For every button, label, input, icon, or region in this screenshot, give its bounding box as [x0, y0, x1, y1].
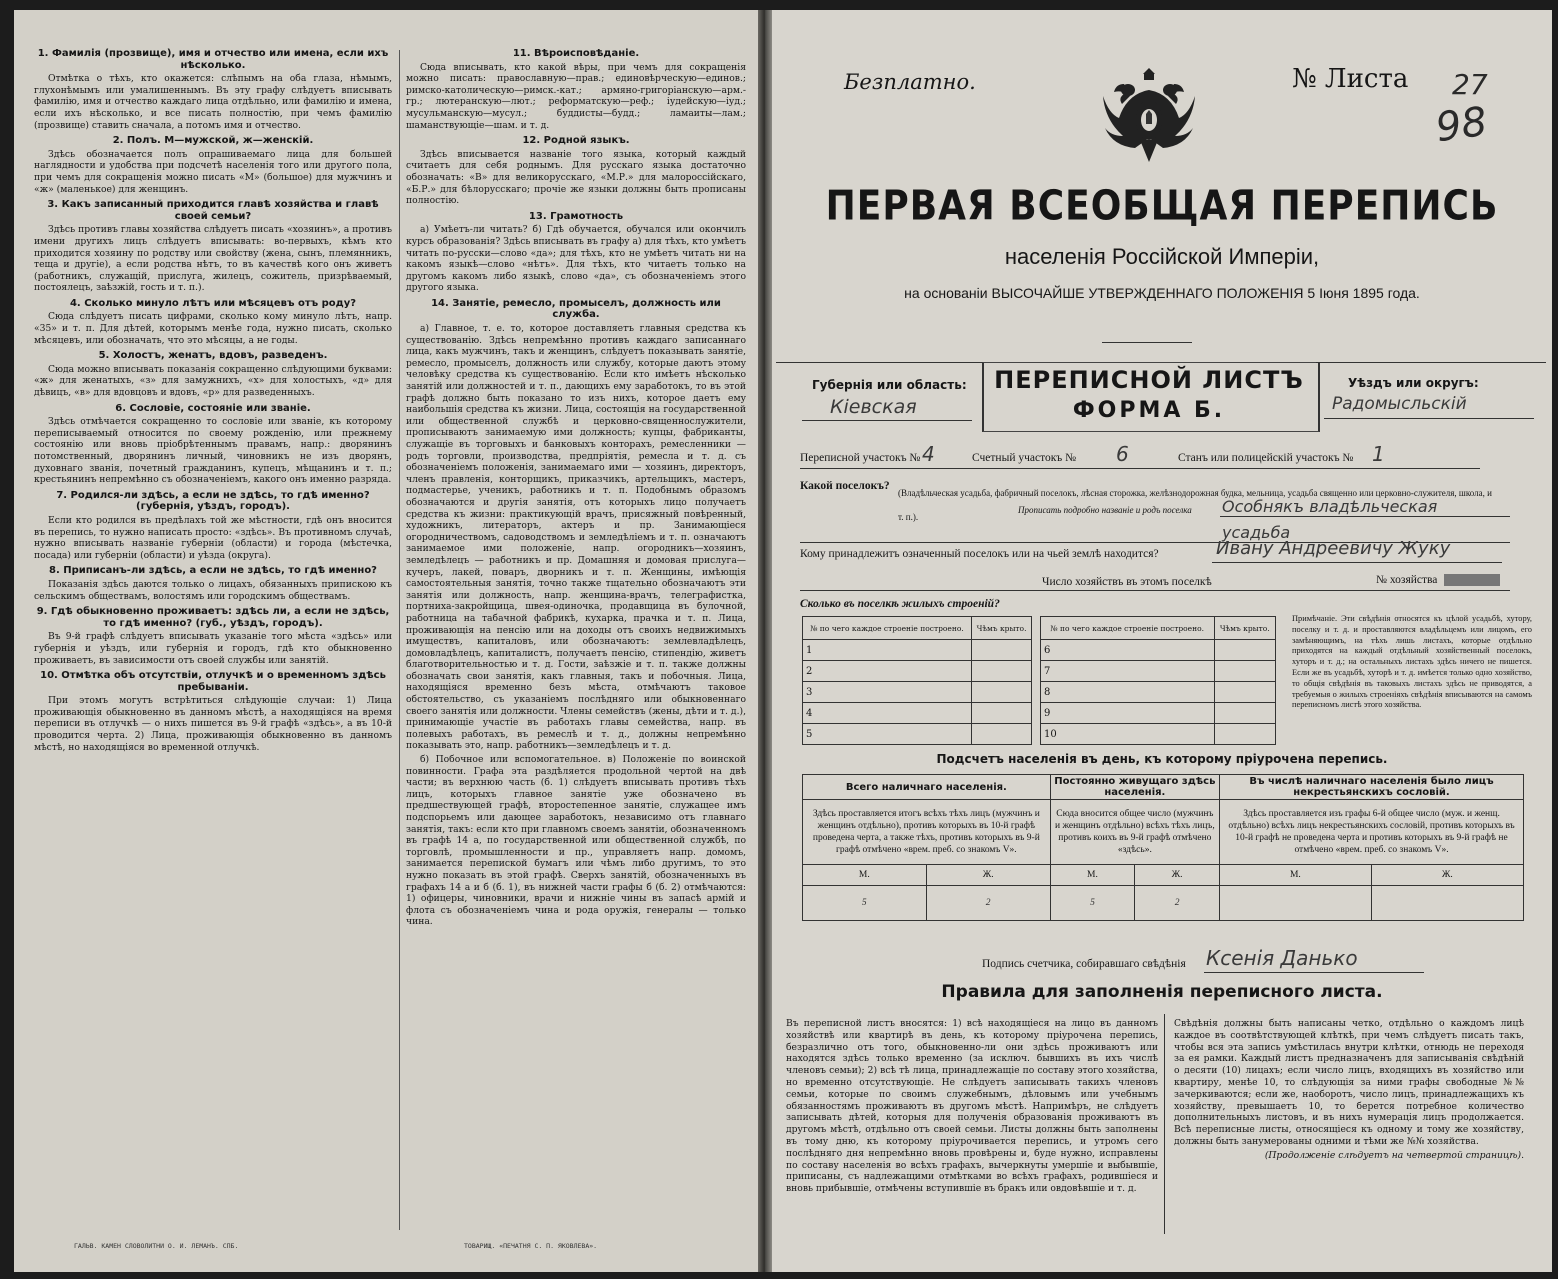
section-heading: 6. Сословіе, состояніе или званіе.: [115, 402, 311, 414]
building-roof-cell: [1214, 703, 1275, 724]
rules-column-2-text: Свѣдѣнія должны быть написаны четко, отдѣльно о каждомъ лицѣ каждое въ соотвѣтствующей клѣткѣ, при чемъ слѣдуетъ писать такъ, чтобы вся эта запись умѣстилась внутри клѣтки, отнюдь не переходя за ея рамки. Каждый листъ предназначенъ для записыванія свѣдѣній о десяти (10) лицахъ; если число лицъ, входящихъ въ хозяйство или квартиру, менѣе 10, то слѣдующія за ними графы свободные №№ зачеркиваются; если же, наоборотъ, число лицъ, принадлежащихъ къ хозяйству, превышаетъ 10, то берется потребное количество дополнительныхъ листовъ, и въ нихъ нумерація лицъ продолжается. Всѣ переписные листы, относящіеся къ одному и тому же хозяйству, должны быть занумерованы одними и тѣми же №№ хозяйства.: [1174, 1018, 1524, 1147]
roof-col-header: Чѣмъ крыто.: [972, 617, 1032, 640]
decorative-rule: [1102, 342, 1192, 343]
section-text: Показанія здѣсь даются только о лицахъ, обязанныхъ припискою къ сельскимъ обществамъ, волостямъ или городскимъ обществамъ.: [34, 578, 392, 602]
population-heading: Подсчетъ населенія въ день, къ которому пріурочена перепись.: [936, 752, 1388, 766]
section-text: Здѣсь вписывается названіе того языка, который каждый считаетъ для себя роднымъ. Для русскаго языка достаточно обозначать: «В» для великорусскаго, «М.Р.» для малороссійскаго, «Б.Р.» для бѣлорусскаго; прочіе же языки должны быть прописаны полностію.: [406, 148, 746, 207]
section-heading: 12. Родной языкъ.: [522, 135, 630, 147]
section-text: Сюда можно вписывать показанія сокращенно слѣдующими буквами: «ж» для женатыхъ, «з» для замужнихъ, «х» для холостыхъ, «д» для дѣвицъ, «в» для вдовцовъ и вдовъ, «р» для разведенныхъ.: [34, 363, 392, 399]
signature-value: Ксенія Данько: [1206, 946, 1358, 970]
total-male-value: 5: [803, 886, 927, 921]
sheet-number-label: № Листа: [1292, 64, 1409, 94]
section-text: Здѣсь обозначается полъ опрашиваемаго лица для большей наглядности и удобства при подсчетѣ населенія того или другого пола, при чемъ для сокращенія можно писать «М» (большое) для мужчинъ и «ж» (маленькое) для женщинъ.: [34, 148, 392, 195]
building-row-number: 2: [803, 661, 972, 682]
section-text: а) Главное, т. е. то, которое доставляетъ главныя средства къ существованію. Здѣсь непремѣнно противъ каждаго записаннаго лица, какъ мужчинъ, такъ и женщинъ, слѣдуетъ показывать занятіе, ремесло, промыселъ, должность или службу, которые даютъ этому человѣку средства къ существованію. Если кто имѣетъ нѣсколько занятій или должностей и т. п., дающихъ ему заработокъ, то въ этой графѣ должно быть показано то изъ нихъ, которое даетъ ему наибольшія средства къ жизни. Лица, состоящія на государственной или общественной службѣ и церковно-священнослужители, прописываютъ занимаемую ими должность; купцы, фабриканты, служащіе въ торговыхъ и банковыхъ конторахъ, ремесленники — родъ торговли, производства, предпріятія, ремесла и т. д. съ обозначеніемъ положенія, занимаемаго ими — хозяинъ, директоръ, членъ правленія, конторщикъ, приказчикъ, артельщикъ, мастеръ, подмастерье, ученикъ, работникъ и т. п. Подобнымъ образомъ обозначаются и другія занятія, отъ которыхъ лицо получаетъ средства къ жизни: практикующій врачъ, присяжный повѣренный, художникъ, литераторъ, актеръ и пр. Занимающіеся огородничествомъ, садоводствомъ и земледѣліемъ и т. п. означаютъ занимаемое ими положеніе, напр. огородникъ—хозяинъ, земледѣлецъ — работникъ и пр. Домашняя и домовая прислуга—кучеръ, лакей, поваръ, дворникъ и т. п. Женщины, имѣющія самостоятельныя занятія, точно также тщательно обозначаютъ эти занятія или должность, напр. женщина-врачъ, телеграфистка, портниха-закройщица, швея-одиночка, продавщица въ булочной, работница на табачной фабрикѣ, кухарка, прачка и т. п. Лица, проживающія на пенсію или на доходы отъ своихъ недвижимыхъ имуществъ, капиталовъ, или обозначаютъ: землевладѣлецъ, домовладѣлецъ, капиталистъ, получаетъ пенсію, стипендію, живетъ благотворительностью и т. д. Гости, заѣзжіе и т. п. также должны обозначать свои занятія, какъ главныя, такъ и побочныя. Лица, находящіяся временно безъ мѣста, отмѣчаютъ таковое обстоятельство, съ указаніемъ послѣдняго или обыкновеннаго своего занятія или должности. Члены семействъ (жены, дѣти и т. д.), принимающіе участіе въ работахъ главы семейства, напр. въ полевыхъ работахъ, въ ремеслѣ и т. д., должны непремѣнно показывать это, напр. работникъ—земледѣлецъ и т. д.: [406, 323, 746, 752]
census-line: [800, 468, 1480, 469]
owner-underline-2: [800, 590, 1510, 591]
sex-label-male: М.: [803, 865, 927, 886]
double-headed-eagle-icon: [1094, 60, 1204, 170]
stan-label: Станъ или полицейскій участокъ №: [1178, 452, 1354, 464]
sex-label-female: Ж.: [1135, 865, 1220, 886]
instructions-column-1: [34, 44, 392, 1194]
building-roof-cell: [1214, 724, 1275, 745]
district-value: Радомысльскій: [1332, 394, 1467, 414]
buildings-note: Примѣчаніе. Эти свѣдѣнія относятся къ цѣлой усадьбѣ, хутору, поселку и т. д. и проставляются владѣльцемъ или лицомъ, его замѣняющимъ, на тѣхъ лишь листахъ, которые отдѣльно приходятся на каждый отдѣльный хозяйственный поселокъ, хуторъ и т. д.; на остальныхъ листахъ здѣсь ничего не пишется. Если же въ усадьбѣ, хуторѣ и т. д. имѣется только одно хозяйство, то общія свѣдѣнія въ таковыхъ листахъ здѣсь не приводятся, а требуемыя о жилыхъ строеніяхъ свѣдѣнія вписываются на самомъ переписномъ листѣ этого хозяйства.: [1292, 614, 1532, 710]
non-peasant-male-value: [1220, 886, 1372, 921]
sex-label-male: М.: [1220, 865, 1372, 886]
section-heading: 10. Отмѣтка объ отсутствіи, отлучкѣ и о временномъ здѣсь пребываніи.: [40, 670, 386, 693]
non-peasant-female-value: [1371, 886, 1523, 921]
building-roof-cell: [972, 661, 1032, 682]
buildings-table-left: [802, 616, 1032, 745]
section-text: Если кто родился въ предѣлахъ той же мѣстности, гдѣ онъ вносится въ перепись, то нужно написать просто: «здѣсь». Въ противномъ случаѣ, нужно вписывать названіе губерніи (области) и города (мѣстечка, посада) или губерніи (области) и уѣзда (округа).: [34, 514, 392, 561]
roof-col-header: Чѣмъ крыто.: [1214, 617, 1275, 640]
building-row-number: 1: [803, 640, 972, 661]
signature-underline: [1204, 972, 1424, 973]
households-label: Число хозяйствъ въ этомъ поселкѣ: [1042, 576, 1212, 588]
building-roof-cell: [972, 724, 1032, 745]
book-fold: [758, 10, 772, 1272]
non-peasant-desc: Здѣсь проставляется изъ графы 6-й общее число (муж. и женщ. отдѣльно) всѣхъ лицъ некрестьянскихъ сословій, противъ которыхъ въ 10-й графѣ не проведена черта и противъ которыхъ въ 9-й графѣ не отмѣчено «врем. преб. со знакомъ V».: [1220, 800, 1524, 865]
section-text: б) Побочное или вспомогательное. в) Положеніе по воинской повинности. Графа эта раздѣляется продольной чертой на двѣ части; въ верхнюю часть (б. 1) слѣдуетъ вписывать противъ тѣхъ лицъ, которыхъ главное занятіе уже обозначено въ предшествующей графѣ, второстепенное занятіе, служащее имъ подспорьемъ или дающее заработокъ, независимо отъ главнаго занятія, такъ: если кто при главномъ своемъ занятіи, обозначенномъ въ графѣ 14 а, по государственной или общественной службѣ, по торговлѣ, промышленности и пр., управляетъ напр. домомъ, занимается перепиской бумагъ или чѣмъ либо другимъ, то это нужно показать въ этой графѣ. Сверхъ занятій, обозначенныхъ въ графахъ 14 а и б (б. 1), въ нижней части графы б (б. 2) отмѣчаются: 1) офицеры, чиновники, врачи и нижніе чины въ запасѣ армій и флота съ обозначеніемъ чина и рода оружія, генералы — только чина.: [406, 754, 746, 928]
total-population-header: Всего наличнаго населенія.: [803, 775, 1051, 800]
settlement-hint-2: Прописать подробно названіе и родъ поселка: [1018, 505, 1192, 515]
total-population-desc: Здѣсь проставляется итогъ всѣхъ тѣхъ лицъ (мужчинъ и женщинъ отдѣльно), противъ которыхъ въ 10-й графѣ проведена черта, а также тѣхъ, противъ которыхъ въ 9-й графѣ отмѣчено «врем. преб. со знакомъ V».: [803, 800, 1051, 865]
section-heading: 1. Фамилія (прозвище), имя и отчество или имена, если ихъ нѣсколько.: [37, 48, 389, 71]
column-divider: [399, 50, 400, 1230]
section-heading: 4. Сколько минуло лѣтъ или мѣсяцевъ отъ роду?: [69, 297, 357, 309]
building-row-number: 6: [1041, 640, 1215, 661]
counting-district-label: Счетный участокъ №: [972, 452, 1077, 464]
rules-footer: (Продолженіе слѣдуетъ на четвертой страницѣ).: [1264, 1149, 1524, 1161]
section-text: а) Умѣетъ-ли читать? б) Гдѣ обучается, обучался или окончилъ курсъ образованія? Здѣсь вписывать въ графу а) для тѣхъ, кто умѣетъ читать по-русски—слово «да»; для тѣхъ, кто не умѣетъ читать ни на какомъ языкѣ—слово «нѣтъ». Для тѣхъ, кто читаетъ только на другомъ какомъ либо языкѣ, слово «да», съ обозначеніемъ этого другого языка.: [406, 224, 746, 294]
sex-label-female: Ж.: [1371, 865, 1523, 886]
section-heading: 11. Вѣроисповѣданіе.: [512, 48, 640, 59]
rules-column-2: [1174, 1018, 1524, 1236]
census-title: ПЕРВАЯ ВСЕОБЩАЯ ПЕРЕПИСЬ: [825, 182, 1499, 231]
sheet-number-handwritten-2: 98: [1433, 98, 1490, 152]
building-row-number: 5: [803, 724, 972, 745]
printer-mark-right: ТОВАРИЩ. «ПЕЧАТНЯ С. П. ЯКОВЛЕВА».: [464, 1242, 598, 1250]
building-roof-cell: [1214, 640, 1275, 661]
population-table: [802, 774, 1524, 921]
free-label: Безплатно.: [844, 70, 976, 94]
stan-value: 1: [1372, 442, 1385, 466]
building-row-number: 4: [803, 703, 972, 724]
settlement-value: Особнякъ владѣльческая усадьба: [1222, 497, 1438, 542]
legal-basis: на основаніи ВЫСОЧАЙШЕ УТВЕРЖДЕННАГО ПОЛОЖЕНІЯ 5 Іюня 1895 года.: [904, 285, 1420, 301]
section-text: Здѣсь противъ главы хозяйства слѣдуетъ писать «хозяинъ», а противъ имени другихъ лицъ слѣдуетъ вписывать: во-первыхъ, кѣмъ кто приходится хозяину по родству или свойству (жена, сынъ, племянникъ, теща и другіе), а если родства нѣтъ, то въ качествѣ кого онъ живетъ (работникъ, служащій, прислуга, жилецъ, сожитель, призрѣваемый, постоялецъ, заѣзжій, гость и т. п.).: [34, 224, 392, 294]
province-label: Губернія или область:: [812, 378, 967, 392]
form-subtitle: ФОРМА Б.: [1072, 398, 1226, 423]
owner-label: Кому принадлежитъ означенный поселокъ или на чьей землѣ находится?: [800, 548, 1159, 560]
section-heading: 3. Какъ записанный приходится главѣ хозяйства и главѣ своей семьи?: [47, 199, 379, 222]
signature-label: Подпись счетчика, собиравшаго свѣдѣнія: [982, 958, 1186, 970]
section-heading: 14. Занятіе, ремесло, промыселъ, должность или служба.: [431, 297, 721, 321]
total-female-value: 2: [926, 886, 1050, 921]
owner-value: Ивану Андреевичу Жуку: [1216, 538, 1451, 559]
section-text: При этомъ могутъ встрѣтиться слѣдующіе случаи: 1) Лица проживающія обыкновенно въ данномъ мѣстѣ, а находящіяся на время переписи въ отлучкѣ — о нихъ пишется въ 9-й графѣ «здѣсь», а въ 10-й проводится черта. 2) Лица, проживающія обыкновенно въ данномъ мѣстѣ, но находящіяся во временной отлучкѣ.: [34, 695, 392, 753]
section-heading: 13. Грамотность: [528, 210, 624, 222]
building-roof-cell: [972, 682, 1032, 703]
permanent-male-value: 5: [1050, 886, 1135, 921]
settlement-label: Какой поселокъ?: [800, 480, 890, 492]
building-roof-cell: [972, 640, 1032, 661]
settlement-hint: (Владѣльческая усадьба, фабричный поселокъ, лѣсная сторожка, желѣзнодорожная будка, мельница, усадьба священно или церковно-служителя, школа, и т. п.).: [898, 488, 1492, 522]
building-row-number: 9: [1041, 703, 1215, 724]
building-roof-cell: [972, 703, 1032, 724]
province-value: Кіевская: [830, 396, 917, 418]
owner-underline: [1212, 562, 1502, 563]
section-heading: 8. Приписанъ-ли здѣсь, а если не здѣсь, то гдѣ именно?: [49, 565, 377, 577]
building-roof-cell: [1214, 682, 1275, 703]
sex-label-male: М.: [1050, 865, 1135, 886]
buildings-label: Сколько въ поселкѣ жилыхъ строеній?: [800, 598, 1000, 610]
buildings-col-header: № по чего каждое строеніе построено.: [1041, 617, 1215, 640]
counting-district-value: 6: [1116, 442, 1129, 466]
household-number-label: № хозяйства: [1376, 574, 1438, 586]
province-underline: [802, 420, 972, 421]
section-heading: 9. Гдѣ обыкновенно проживаетъ: здѣсь ли, а если не здѣсь, то гдѣ именно? (губ., уѣздъ, городъ).: [36, 606, 390, 629]
district-label: Уѣздъ или округъ:: [1348, 376, 1479, 390]
buildings-col-header: № по чего каждое строеніе построено.: [803, 617, 972, 640]
section-text: Сюда вписывать, кто какой вѣры, при чемъ для сокращенія можно писать: православную—прав.; единовѣрческую—единов.; римско-католическую—римск.-кат.; армяно-григоріанскую—арм.-гр.; лютеранскую—лют.; реформатскую—реф.; іудейскую—іуд.; мусульманскую—мусул.; буддисты—будд.; ламаиты—лам.; шаманствующіе—шам. и т. д.: [406, 61, 746, 131]
right-page: [772, 10, 1552, 1272]
census-district-value: 4: [922, 442, 935, 466]
section-text: Въ 9-й графѣ слѣдуетъ вписывать указаніе того мѣста «здѣсь» или губернія и уѣздъ, или губернія и городъ, гдѣ кто обыкновенно проживаетъ, въ зависимости отъ своей службы или занятій.: [34, 631, 392, 666]
settlement-underline: [1220, 516, 1510, 517]
census-district-label: Переписной участокъ №: [800, 452, 921, 464]
section-text: Здѣсь отмѣчается сокращенно то сословіе или званіе, къ которому переписываемый относится по своему рожденію, или прежнему состоянію или вновь пріобрѣтеннымъ правамъ, напр.: дворянинъ потомственный, дворянинъ личный, чиновникъ не изъ дворянъ, духовнаго званія, почетный гражданинъ, купецъ, мѣщанинъ и т. п.; крестьянинъ непремѣнно съ обозначеніемъ, какого онъ именно разряда.: [34, 416, 392, 486]
sheet-number-handwritten: 27: [1452, 68, 1488, 101]
rules-title: Правила для заполненія переписного листа.: [941, 982, 1383, 1002]
non-peasant-header: Въ числѣ наличнаго населенія было лицъ некрестьянскихъ сословій.: [1220, 775, 1524, 800]
section-text: Сюда слѣдуетъ писать цифрами, сколько кому минуло лѣтъ, напр. «35» и т. п. Для дѣтей, которымъ менѣе года, нужно писать, сколько мѣсяцевъ, или обозначать, что это мѣсяцы, а не годы.: [34, 311, 392, 346]
sex-label-female: Ж.: [926, 865, 1050, 886]
household-number-stamp: [1444, 574, 1500, 586]
printer-mark-left: ГАЛЬВ. КАМЕН СЛОВОЛИТНИ О. И. ЛЕМАНЪ. СПБ.: [74, 1242, 239, 1250]
form-title: ПЕРЕПИСНОЙ ЛИСТЪ: [994, 366, 1304, 394]
building-row-number: 10: [1041, 724, 1215, 745]
building-row-number: 3: [803, 682, 972, 703]
permanent-female-value: 2: [1135, 886, 1220, 921]
building-roof-cell: [1214, 661, 1275, 682]
section-text: Отмѣтка о тѣхъ, кто окажется: слѣпымъ на оба глаза, нѣмымъ, глухонѣмымъ или умалишеннымъ. Въ эту графу слѣдуетъ вписывать фамилію, имя и отчество каждаго лица отдѣльно, или фамилію и имена, если ихъ нѣсколько, и все писать полностію, при чемъ фамилію (прозвище) ставить сначала, а потомъ имя и отчество.: [34, 73, 392, 131]
permanent-population-header: Постоянно живущаго здѣсь населенія.: [1050, 775, 1219, 800]
left-page: [14, 10, 758, 1272]
building-row-number: 8: [1041, 682, 1215, 703]
instructions-column-2: [406, 44, 746, 1194]
section-heading: 5. Холостъ, женатъ, вдовъ, разведенъ.: [98, 350, 328, 362]
rules-divider: [1164, 1014, 1165, 1234]
permanent-population-desc: Сюда вносится общее число (мужчинъ и женщинъ отдѣльно) всѣхъ тѣхъ лицъ, противъ коихъ въ 9-й графѣ отмѣчено «здѣсь».: [1050, 800, 1219, 865]
building-row-number: 7: [1041, 661, 1215, 682]
rules-column-1: Въ переписной листъ вносятся: 1) всѣ находящіеся на лицо въ данномъ хозяйствѣ или квартирѣ въ день, къ которому пріурочена перепись, безразлично отъ того, обыкновенно-ли они здѣсь проживаютъ или находятся здѣсь только временно (за исключ. бывшихъ въ ихъ числѣ членовъ семьи); 2) всѣ тѣ лица, принадлежащіе по составу этого хозяйства, но временно отсутствующіе. Не слѣдуетъ записывать такихъ членовъ семьи, которые по своимъ служебнымъ, дѣловымъ или учебнымъ обязанностямъ проживаютъ въ другомъ мѣстѣ. Напримѣръ, не слѣдуетъ записывать дѣтей, которыя для полученія образованія проживаютъ въ другомъ мѣстѣ, отдѣльно отъ своей семьи. Листы должны быть заполнены въ тому дню, къ которому пріурочивается перепись, и утромъ сего послѣдняго дня непремѣнно вновь провѣрены и, буде нужно, исправлены по составу населенія во всѣхъ графахъ, вычеркнуты умершіе и выбывшіе, приписаны, съ надлежащими отмѣтками во всѣхъ графахъ, родившіеся и вновь прибывшіе, отмѣчены вступившіе въ бракъ или овдовѣвшіе и т. д.: [786, 1018, 1158, 1195]
section-heading: 2. Полъ. М—мужской, ж—женскій.: [112, 135, 314, 147]
buildings-table-right: [1040, 616, 1276, 745]
section-heading: 7. Родился-ли здѣсь, а если не здѣсь, то гдѣ именно? (губернія, уѣздъ, городъ).: [56, 489, 370, 513]
census-subtitle: населенія Россійской Имперіи,: [1004, 244, 1320, 269]
district-underline: [1324, 418, 1534, 419]
